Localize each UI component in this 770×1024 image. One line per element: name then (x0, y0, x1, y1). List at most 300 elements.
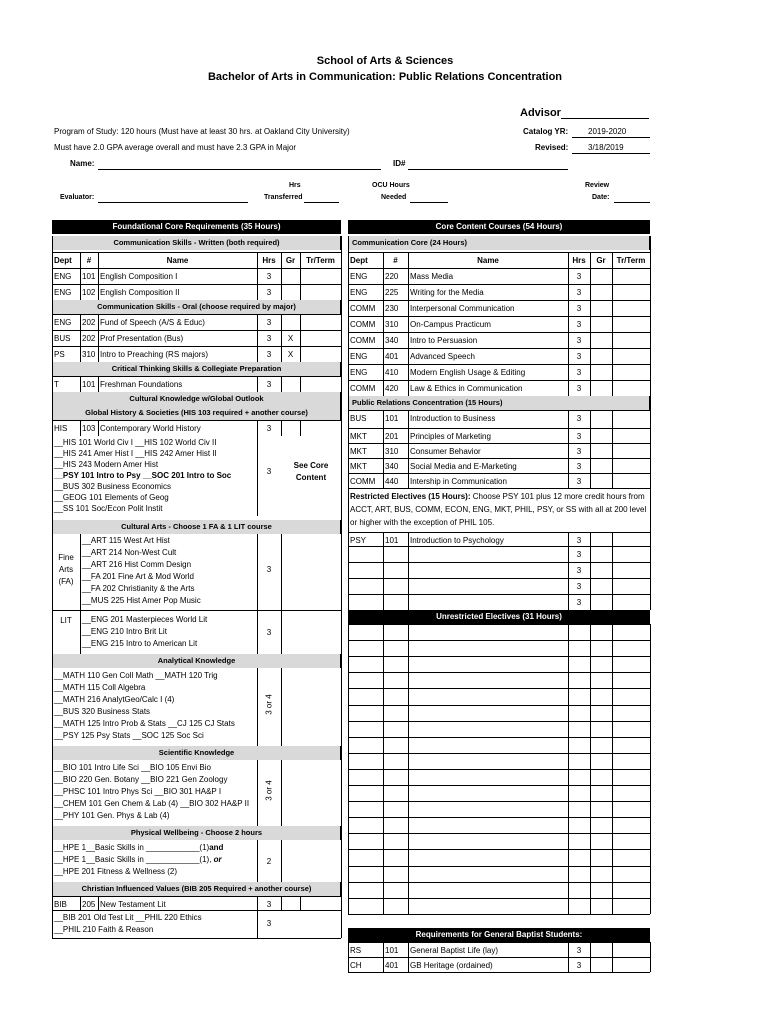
course-dept: ENG (54, 272, 72, 281)
content-note: Content (295, 473, 327, 482)
bib-option: __PHIL 210 Faith & Reason (54, 925, 154, 934)
course-name: English Composition II (100, 288, 180, 297)
course-number: 440 (385, 477, 399, 486)
global-option: __GEOG 101 Elements of Geog (54, 493, 169, 502)
critical-thinking-header: Critical Thinking Skills & Collegiate Preparation (52, 362, 341, 376)
term-field[interactable] (612, 428, 650, 443)
row-divider (52, 330, 341, 331)
fa-hrs: 3 (266, 565, 272, 574)
restricted-electives-text: Choose PSY 101 plus 12 more credit hours from ACCT, ART, BUS, COMM, ECON, ENG, MKT, PHIL, PSY, or SS with all at 200 level or higher with the exception of PHIL 105. (350, 492, 647, 527)
column-divider (408, 410, 409, 488)
scientific-option: __BIO 220 Gen. Botany __BIO 221 Gen Zoology (54, 775, 228, 784)
column-divider (383, 252, 384, 396)
course-dept: PS (54, 350, 65, 359)
physical-hrs: 2 (266, 857, 272, 866)
course-dept: MKT (350, 447, 367, 456)
term-field[interactable] (300, 268, 341, 284)
course-name: Contemporary World History (100, 424, 201, 433)
column-divider (80, 896, 81, 910)
term-field[interactable] (612, 380, 650, 396)
global-option: __HIS 243 Modern Amer Hist (54, 460, 159, 469)
column-divider (383, 410, 384, 488)
column-divider (80, 534, 81, 654)
column-divider (98, 376, 99, 392)
col-hrs: Hrs (262, 256, 276, 265)
course-name: Law & Ethics in Communication (410, 384, 523, 393)
row-divider (348, 268, 650, 269)
col-gr: Gr (285, 256, 296, 265)
course-number: 401 (385, 961, 399, 970)
row-divider (52, 314, 341, 315)
course-number: 201 (385, 432, 399, 441)
course-number: 101 (82, 380, 96, 389)
column-divider (408, 624, 409, 914)
column-divider (568, 942, 569, 972)
course-hrs: 3 (266, 318, 272, 327)
course-hrs: 3 (266, 288, 272, 297)
course-hrs: 3 (576, 320, 582, 329)
course-name: Freshman Foundations (100, 380, 183, 389)
course-hrs: 3 (576, 384, 582, 393)
course-name: On-Campus Practicum (410, 320, 491, 329)
elective-row[interactable] (348, 721, 650, 737)
column-divider (568, 410, 569, 488)
col-gr: Gr (596, 256, 606, 265)
col-trterm: Tr/Term (306, 256, 335, 265)
course-number: 202 (82, 318, 96, 327)
course-dept: ENG (350, 288, 368, 297)
row-divider (348, 332, 650, 333)
elective-row[interactable] (348, 849, 650, 865)
scientific-option: __PHY 101 Gen. Phys & Lab (4) (54, 811, 170, 820)
col-dept: Dept (54, 256, 72, 265)
row-divider (348, 594, 650, 595)
term-field[interactable] (300, 420, 341, 436)
term-field[interactable] (612, 532, 650, 546)
term-field[interactable] (612, 942, 650, 957)
row-divider (52, 252, 341, 253)
global-option: __BUS 302 Business Economics (54, 482, 171, 491)
course-number: 102 (82, 288, 96, 297)
elective-row[interactable] (348, 817, 650, 833)
column-divider (98, 252, 99, 300)
elective-row[interactable] (348, 656, 650, 672)
analytical-option: __MATH 110 Gen Coll Math __MATH 120 Trig (54, 671, 218, 680)
scientific-option: __BIO 101 Intro Life Sci __BIO 105 Envi Bio (54, 763, 211, 772)
name-field[interactable] (98, 169, 381, 170)
or-connector: or (213, 855, 222, 864)
id-label: ID# (393, 159, 406, 168)
row-divider (348, 364, 650, 365)
course-hrs: 3 (576, 550, 582, 559)
col-name: Name (166, 256, 189, 265)
arts-label: Arts (58, 565, 74, 574)
course-hrs: 3 (576, 961, 582, 970)
comm-oral-header: Communication Skills - Oral (choose required by major) (52, 300, 341, 314)
catalog-value: 2019-2020 (588, 127, 627, 136)
course-name: Introduction to Business (410, 414, 496, 423)
course-name: Intership in Communication (410, 477, 507, 486)
course-hrs: 3 (266, 272, 272, 281)
course-hrs: 3 (266, 424, 272, 433)
row-divider (348, 578, 650, 579)
course-name: English Composition I (100, 272, 178, 281)
column-divider (650, 236, 651, 610)
course-hrs: 3 (576, 272, 582, 281)
christian-values-header: Christian Influenced Values (BIB 205 Required + another course) (52, 882, 341, 896)
name-label: Name: (70, 159, 95, 168)
column-divider (341, 236, 342, 938)
row-divider (52, 376, 341, 377)
elective-row[interactable] (348, 866, 650, 882)
col-hrs: Hrs (572, 256, 586, 265)
pr-concentration-header: Public Relations Concentration (15 Hours) (348, 396, 650, 410)
row-divider (348, 546, 650, 547)
elective-row[interactable] (348, 688, 650, 704)
course-name: Intro to Preaching (RS majors) (100, 350, 209, 359)
unrestricted-electives-header: Unrestricted Electives (31 Hours) (348, 610, 650, 624)
course-dept: COMM (350, 304, 376, 313)
column-divider (281, 534, 282, 654)
restricted-electives-note (350, 490, 648, 529)
ocu-hours-field[interactable] (410, 202, 448, 203)
col-dept: Dept (350, 256, 368, 265)
lit-option: __ENG 215 Intro to American Lit (82, 639, 198, 648)
row-divider (348, 532, 650, 533)
course-name: Principles of Marketing (410, 432, 491, 441)
course-number: 220 (385, 272, 399, 281)
column-divider (590, 252, 591, 396)
column-divider (383, 532, 384, 610)
column-divider (257, 840, 258, 882)
course-hrs: 3 (576, 414, 582, 423)
hrs-label: Hrs (289, 182, 301, 189)
row-divider (348, 443, 650, 444)
term-field[interactable] (300, 346, 341, 362)
column-divider (281, 314, 282, 362)
course-dept: T (54, 380, 59, 389)
course-name: Interpersonal Communication (410, 304, 515, 313)
analytical-option: __PSY 125 Psy Stats __SOC 125 Soc Sci (54, 731, 204, 740)
bib-option: __BIB 201 Old Test Lit __PHIL 220 Ethics (54, 913, 202, 922)
term-field[interactable] (612, 443, 650, 458)
elective-row[interactable] (348, 753, 650, 769)
fa-option: __ART 216 Hist Comm Design (82, 560, 192, 569)
course-number: 101 (385, 946, 399, 955)
global-hrs: 3 (266, 467, 272, 476)
course-name: GB Heritage (ordained) (410, 961, 493, 970)
restricted-electives-title: Restricted Electives (15 Hours): (350, 492, 471, 501)
term-field[interactable] (612, 957, 650, 972)
column-divider (98, 314, 99, 362)
cultural-arts-header: Cultural Arts - Choose 1 FA & 1 LIT course (52, 520, 341, 534)
elective-row[interactable] (348, 705, 650, 721)
elective-row[interactable] (348, 624, 650, 640)
course-dept: COMM (350, 336, 376, 345)
column-divider (300, 376, 301, 392)
row-divider (52, 346, 341, 347)
row-divider (348, 410, 650, 411)
term-field[interactable] (300, 314, 341, 330)
row-divider (52, 420, 341, 421)
fa-option: __ART 214 Non-West Cult (82, 548, 177, 557)
term-field[interactable] (612, 562, 650, 578)
elective-row[interactable] (348, 833, 650, 849)
comm-core-header: Communication Core (24 Hours) (348, 236, 650, 250)
course-dept: BUS (54, 334, 71, 343)
fa-option: __FA 202 Christianity & the Arts (82, 584, 195, 593)
column-divider (300, 252, 301, 300)
term-field[interactable] (612, 578, 650, 594)
course-hrs: 3 (266, 334, 272, 343)
date-label: Date: (592, 194, 610, 201)
term-field[interactable] (300, 330, 341, 346)
scientific-option: __PHSC 101 Intro Phys Sci __BIO 301 HA&P I (54, 787, 222, 796)
course-number: 310 (82, 350, 96, 359)
row-divider (52, 938, 341, 939)
term-field[interactable] (300, 896, 341, 910)
analytical-option: __MATH 125 Intro Prob & Stats __CJ 125 CJ Stats (54, 719, 235, 728)
row-divider (348, 942, 650, 943)
term-field[interactable] (612, 410, 650, 428)
elective-row[interactable] (348, 640, 650, 656)
program-title: Bachelor of Arts in Communication: Public Relations Concentration (207, 71, 563, 83)
analytical-option: __BUS 320 Business Stats (54, 707, 151, 716)
global-option: __HIS 101 World Civ I __HIS 102 World Civ II (54, 438, 217, 447)
course-name: Social Media and E-Marketing (410, 462, 517, 471)
gpa-note: Must have 2.0 GPA average overall and must have 2.3 GPA in Major (54, 143, 297, 152)
row-divider (348, 972, 650, 973)
catalog-underline (572, 137, 650, 138)
term-field[interactable] (612, 594, 650, 610)
elective-row[interactable] (348, 882, 650, 898)
term-field[interactable] (612, 364, 650, 380)
evaluator-field[interactable] (98, 202, 248, 203)
course-dept: ENG (350, 368, 368, 377)
course-dept: BUS (350, 414, 367, 423)
column-divider (257, 314, 258, 362)
column-divider (408, 942, 409, 972)
col-num: # (393, 256, 398, 265)
scientific-option: __CHEM 101 Gen Chem & Lab (4) __BIO 302 HA&P II (54, 799, 250, 808)
column-divider (52, 236, 53, 938)
column-divider (257, 376, 258, 392)
elective-row[interactable] (348, 801, 650, 817)
elective-row[interactable] (348, 672, 650, 688)
course-dept: RS (350, 946, 362, 955)
analytical-header: Analytical Knowledge (52, 654, 341, 668)
core-content-header: Core Content Courses (54 Hours) (348, 220, 650, 234)
id-field[interactable] (408, 169, 568, 170)
term-field[interactable] (300, 376, 341, 392)
advisor-field[interactable] (561, 118, 649, 119)
course-hrs: 3 (576, 432, 582, 441)
column-divider (300, 420, 301, 436)
scientific-header: Scientific Knowledge (52, 746, 341, 760)
row-divider (348, 316, 650, 317)
scientific-hrs: 3 or 4 (264, 780, 274, 801)
column-divider (348, 942, 349, 972)
course-hrs: 3 (576, 336, 582, 345)
column-divider (257, 668, 258, 746)
fa-label: (FA) (58, 577, 74, 586)
course-number: 225 (385, 288, 399, 297)
program-of-study: Program of Study: 120 hours (Must have at least 30 hrs. at Oakland City University) (54, 127, 350, 136)
course-gr: X (287, 350, 294, 359)
course-hrs: 3 (576, 447, 582, 456)
course-number: 101 (385, 414, 399, 423)
row-divider (52, 268, 341, 269)
course-number: 340 (385, 336, 399, 345)
hrs-transferred-field[interactable] (304, 202, 339, 203)
term-field[interactable] (612, 473, 650, 488)
term-field[interactable] (612, 332, 650, 348)
course-hrs: 3 (576, 304, 582, 313)
term-field[interactable] (300, 284, 341, 300)
course-name: Mass Media (410, 272, 454, 281)
course-dept: COMM (350, 320, 376, 329)
course-hrs: 3 (576, 477, 582, 486)
course-gr: X (287, 334, 294, 343)
row-divider (348, 348, 650, 349)
course-dept: CH (350, 961, 362, 970)
course-name: Consumer Behavior (410, 447, 481, 456)
column-divider (590, 624, 591, 914)
row-divider (52, 284, 341, 285)
term-field[interactable] (612, 348, 650, 364)
row-divider (348, 914, 650, 915)
course-dept: PSY (350, 536, 367, 545)
term-field[interactable] (612, 268, 650, 284)
and-connector: and (209, 843, 224, 852)
column-divider (650, 624, 651, 914)
revised-value: 3/18/2019 (588, 143, 624, 152)
course-hrs: 3 (576, 368, 582, 377)
column-divider (612, 410, 613, 488)
analytical-option: __MATH 115 Coll Algebra (54, 683, 146, 692)
column-divider (408, 532, 409, 610)
analytical-option: __MATH 216 AnalytGeo/Calc I (4) (54, 695, 175, 704)
revised-underline (572, 153, 650, 154)
column-divider (80, 376, 81, 392)
term-field[interactable] (612, 546, 650, 562)
column-divider (300, 896, 301, 910)
course-dept: MKT (350, 432, 367, 441)
cultural-knowledge-header: Cultural Knowledge w/Global Outlook (52, 392, 341, 406)
row-divider (348, 380, 650, 381)
column-divider (383, 942, 384, 972)
column-divider (612, 942, 613, 972)
course-name: New Testament Lit (100, 900, 166, 909)
foundational-core-header: Foundational Core Requirements (35 Hours) (52, 220, 341, 234)
column-divider (257, 760, 258, 826)
course-hrs: 3 (576, 536, 582, 545)
term-field[interactable] (612, 316, 650, 332)
course-dept: BIB (54, 900, 67, 909)
row-divider (348, 488, 650, 489)
lit-label: LIT (60, 616, 72, 625)
column-divider (257, 896, 258, 938)
course-number: 310 (385, 320, 399, 329)
column-divider (281, 896, 282, 910)
row-divider (348, 252, 650, 253)
column-divider (80, 420, 81, 436)
row-divider (52, 910, 341, 911)
column-divider (281, 840, 282, 882)
column-divider (568, 532, 569, 610)
column-divider (568, 252, 569, 396)
term-field[interactable] (612, 300, 650, 316)
review-date-field[interactable] (614, 202, 650, 203)
course-dept: ENG (350, 352, 368, 361)
column-divider (257, 252, 258, 300)
course-number: 340 (385, 462, 399, 471)
see-core-note: See Core (293, 461, 329, 470)
column-divider (590, 532, 591, 610)
course-number: 230 (385, 304, 399, 313)
course-number: 410 (385, 368, 399, 377)
column-divider (98, 420, 99, 436)
column-divider (98, 896, 99, 910)
column-divider (612, 624, 613, 914)
course-hrs: 3 (266, 350, 272, 359)
course-name: Advanced Speech (410, 352, 475, 361)
column-divider (281, 252, 282, 300)
elective-row[interactable] (348, 769, 650, 785)
physical-option: __HPE 1__Basic Skills in ____________(1)and (54, 843, 224, 852)
course-hrs: 3 (576, 462, 582, 471)
column-divider (590, 410, 591, 488)
global-option: __HIS 241 Amer Hist I __HIS 242 Amer Hist II (54, 449, 217, 458)
column-divider (300, 314, 301, 362)
term-field[interactable] (612, 284, 650, 300)
row-divider (348, 284, 650, 285)
course-hrs: 3 (576, 582, 582, 591)
physical-option: __HPE 201 Fitness & Wellness (2) (54, 867, 178, 876)
row-divider (348, 300, 650, 301)
fine-label: Fine (58, 553, 74, 562)
course-number: 202 (82, 334, 96, 343)
course-hrs: 3 (576, 288, 582, 297)
course-dept: ENG (54, 318, 72, 327)
course-dept: MKT (350, 462, 367, 471)
row-divider (52, 610, 341, 611)
course-name: Prof Presentation (Bus) (100, 334, 184, 343)
elective-row[interactable] (348, 785, 650, 801)
fa-option: __ART 115 West Art Hist (82, 536, 170, 545)
course-hrs: 3 (266, 900, 272, 909)
column-divider (80, 314, 81, 362)
term-field[interactable] (612, 458, 650, 473)
column-divider (590, 942, 591, 972)
col-name: Name (477, 256, 499, 265)
elective-row[interactable] (348, 898, 650, 914)
course-name: Modern English Usage & Editing (410, 368, 526, 377)
fa-option: __FA 201 Fine Art & Mod World (82, 572, 194, 581)
column-divider (281, 420, 282, 436)
column-divider (281, 668, 282, 746)
elective-row[interactable] (348, 737, 650, 753)
course-name: Fund of Speech (A/S & Educ) (100, 318, 205, 327)
revised-label: Revised: (535, 143, 569, 152)
col-trterm: Tr/Term (616, 256, 646, 265)
course-hrs: 3 (576, 352, 582, 361)
course-name: Writing for the Media (410, 288, 484, 297)
lit-hrs: 3 (266, 628, 272, 637)
row-divider (348, 473, 650, 474)
course-number: 101 (385, 536, 399, 545)
review-label: Review (585, 182, 610, 189)
